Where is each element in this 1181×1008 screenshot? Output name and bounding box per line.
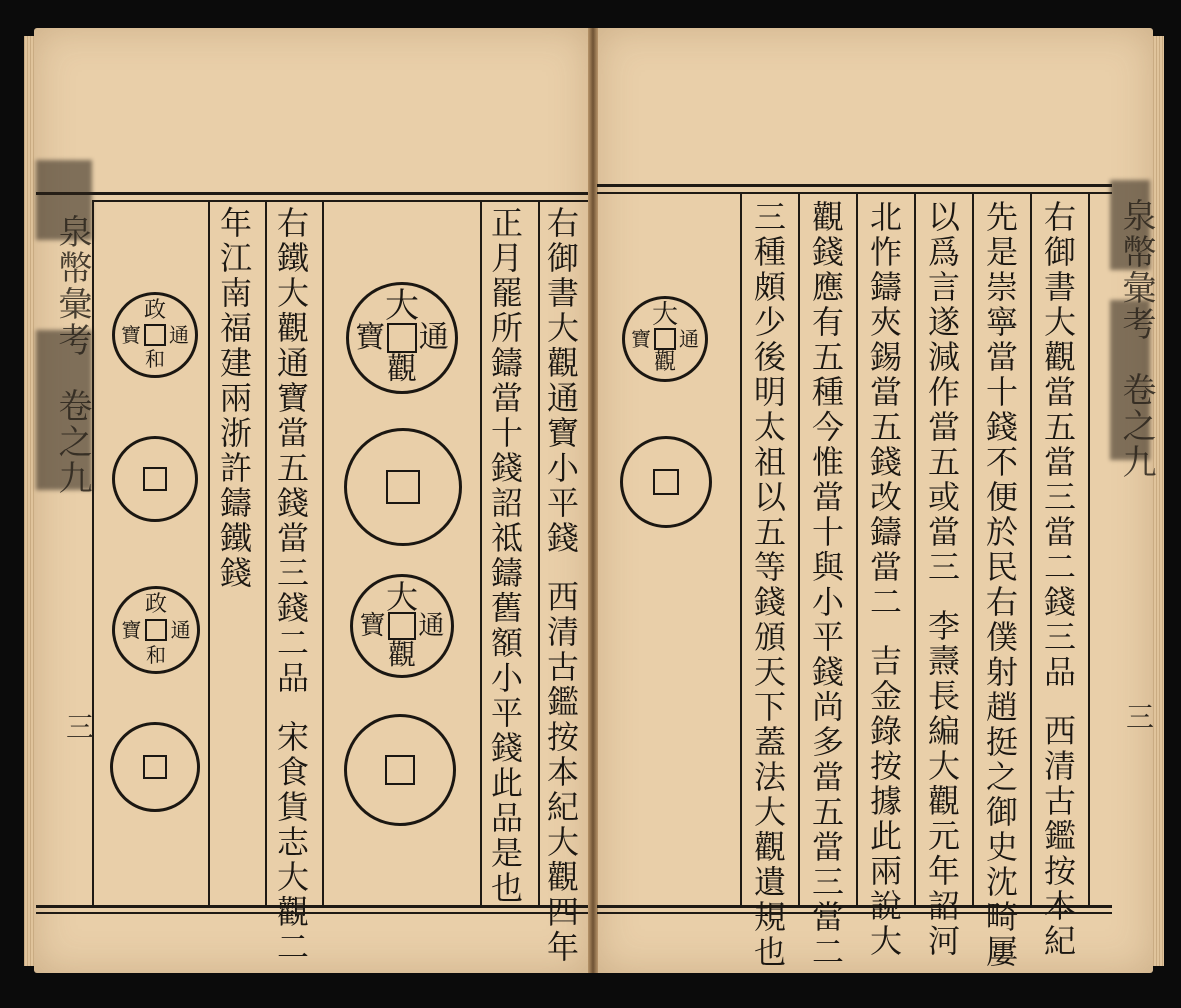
- right-text-column-2: 先是崇寧當十錢不便於民右僕射趙挺之御史沈畸屢: [981, 200, 1019, 970]
- right-text-column-4: 北怍鑄夾錫當五錢改鑄當二吉金錄按據此兩說大: [865, 200, 903, 959]
- left-rule-6: [538, 200, 540, 905]
- left-margin-volume: 卷之九: [52, 388, 92, 496]
- coin-obverse-daguan-large: 大 通 觀 寶: [346, 282, 458, 394]
- left-rule-3: [265, 200, 267, 905]
- right-text-column-3: 以爲言遂減作當五或當三李燾長編大觀元年詔河: [923, 200, 961, 959]
- right-text-column-6: 三種頗少後明太祖以五等錢頒天下蓋法大觀遺規也: [749, 200, 787, 970]
- left-rule-2: [208, 200, 210, 905]
- right-rule-7: [1088, 192, 1090, 905]
- right-rule-1: [740, 192, 742, 905]
- right-margin-volume: 卷之九: [1116, 372, 1156, 480]
- right-rule-5: [972, 192, 974, 905]
- coin-reverse-large-2: [344, 714, 456, 826]
- right-frame-top-inner: [597, 192, 1112, 194]
- right-frame-bottom-inner: [597, 912, 1112, 914]
- coin-reverse-large-1: [344, 428, 462, 546]
- left-text-column-3: 右鐵大觀通寶當五錢當三錢二品宋食貨志大觀二: [272, 206, 310, 965]
- right-rule-6: [1030, 192, 1032, 905]
- coin-reverse-small-2: [110, 722, 200, 812]
- right-rule-3: [856, 192, 858, 905]
- left-rule-4: [322, 200, 324, 905]
- left-folio: 三: [62, 712, 95, 740]
- left-rule-5: [480, 200, 482, 905]
- coin-obverse-zhenghe-2: 政 通 和 寶: [112, 586, 200, 674]
- coin-obverse-daguan-right: 大 通 觀 寶: [622, 296, 708, 382]
- coin-obverse-daguan-medium: 大 通 觀 寶: [350, 574, 454, 678]
- right-frame-bottom: [597, 905, 1112, 908]
- left-frame-bottom-inner: [36, 912, 588, 914]
- left-text-column-1: 右御書大觀通寶小平錢西清古鑑按本紀大觀四年: [542, 206, 580, 965]
- right-text-column-5: 觀錢應有五種今惟當十與小平錢尚多當五當三當二: [807, 200, 845, 970]
- right-margin-title: 泉幣彙考: [1116, 198, 1156, 342]
- coin-reverse-right: [620, 436, 712, 528]
- right-rule-2: [798, 192, 800, 905]
- right-text-column-1: 右御書大觀當五當三當二錢三品西清古鑑按本紀: [1039, 200, 1077, 959]
- coin-obverse-zhenghe-1: 政 通 和 寶: [112, 292, 198, 378]
- right-folio: 三: [1122, 702, 1155, 730]
- right-rule-4: [914, 192, 916, 905]
- book-gutter: [588, 28, 598, 973]
- left-frame-top: [36, 192, 588, 195]
- right-frame-top: [597, 184, 1112, 187]
- left-margin-title: 泉幣彙考: [52, 214, 92, 358]
- left-text-column-2: 正月罷所鑄當十錢詔祗鑄舊額小平錢此品是也: [486, 206, 524, 906]
- coin-reverse-small-1: [112, 436, 198, 522]
- left-frame-top-inner: [92, 200, 588, 202]
- left-text-column-4: 年江南福建兩浙許鑄鐵錢: [215, 206, 253, 591]
